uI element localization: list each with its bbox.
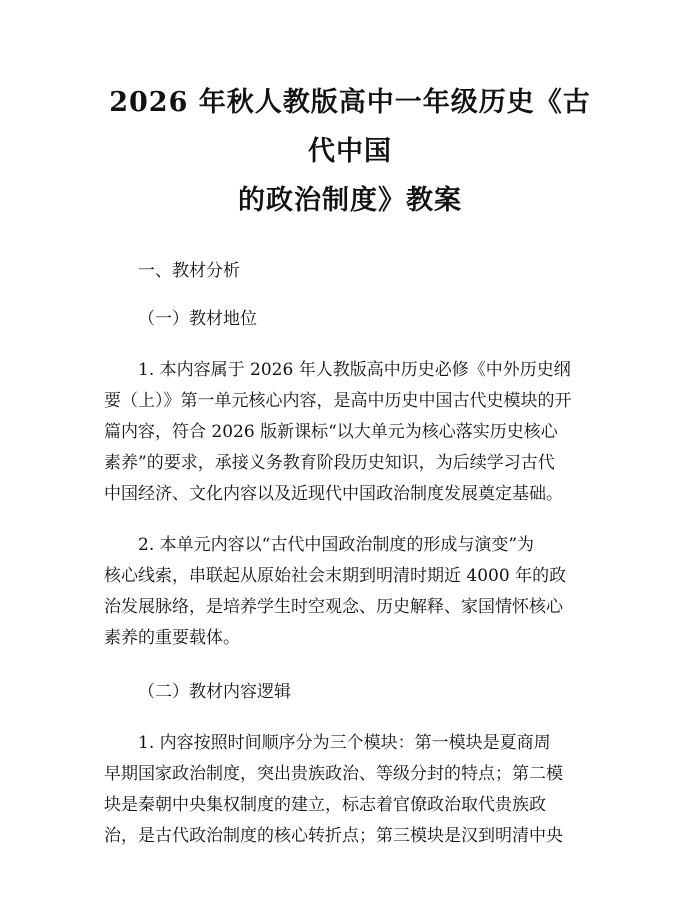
subsection-heading-content-logic: （二）教材内容逻辑 [138, 682, 291, 702]
paragraph-2 [104, 530, 596, 654]
paragraph-1-line-5: 中国经济、文化内容以及近现代中国政治制度发展奠定基础。 [104, 484, 563, 504]
title-line-1: 2026 年秋人教版高中一年级历史《古代中国 [109, 87, 591, 167]
section-heading-textbook-analysis: 一、教材分析 [138, 261, 240, 281]
paragraph-2-line-4: 素养的重要载体。 [104, 628, 240, 648]
paragraph-2-line-3: 治发展脉络，是培养学生时空观念、历史解释、家国情怀核心 [104, 597, 563, 617]
document-title [104, 78, 596, 225]
paragraph-1 [104, 355, 596, 510]
paragraph-1-line-1: 1. 本内容属于 2026 年人教版高中历史必修《中外历史纲 [138, 360, 571, 380]
paragraph-3-line-3: 块是秦朝中央集权制度的建立，标志着官僚政治取代贵族政 [104, 795, 546, 815]
paragraph-2-line-1: 2. 本单元内容以“古代中国政治制度的形成与演变”为 [138, 535, 535, 555]
paragraph-1-line-2: 要（上）》第一单元核心内容，是高中历史中国古代史模块的开 [104, 391, 572, 411]
title-line-2: 的政治制度》教案 [238, 185, 462, 216]
subsection-heading-textbook-status: （一）教材地位 [138, 309, 257, 329]
paragraph-2-line-2: 核心线索，串联起从原始社会末期到明清时期近 4000 年的政 [104, 566, 567, 586]
paragraph-3-line-2: 早期国家政治制度，突出贵族政治、等级分封的特点；第二模 [104, 764, 563, 784]
paragraph-3-line-4: 治，是古代政治制度的核心转折点；第三模块是汉到明清中央 [104, 826, 563, 846]
paragraph-1-line-3: 篇内容，符合 2026 版新课标“以大单元为核心落实历史核心 [104, 422, 558, 442]
paragraph-3-line-1: 1. 内容按照时间顺序分为三个模块：第一模块是夏商周 [138, 733, 551, 753]
paragraph-1-line-4: 素养”的要求，承接义务教育阶段历史知识，为后续学习古代 [104, 453, 555, 473]
paragraph-3 [104, 728, 596, 852]
